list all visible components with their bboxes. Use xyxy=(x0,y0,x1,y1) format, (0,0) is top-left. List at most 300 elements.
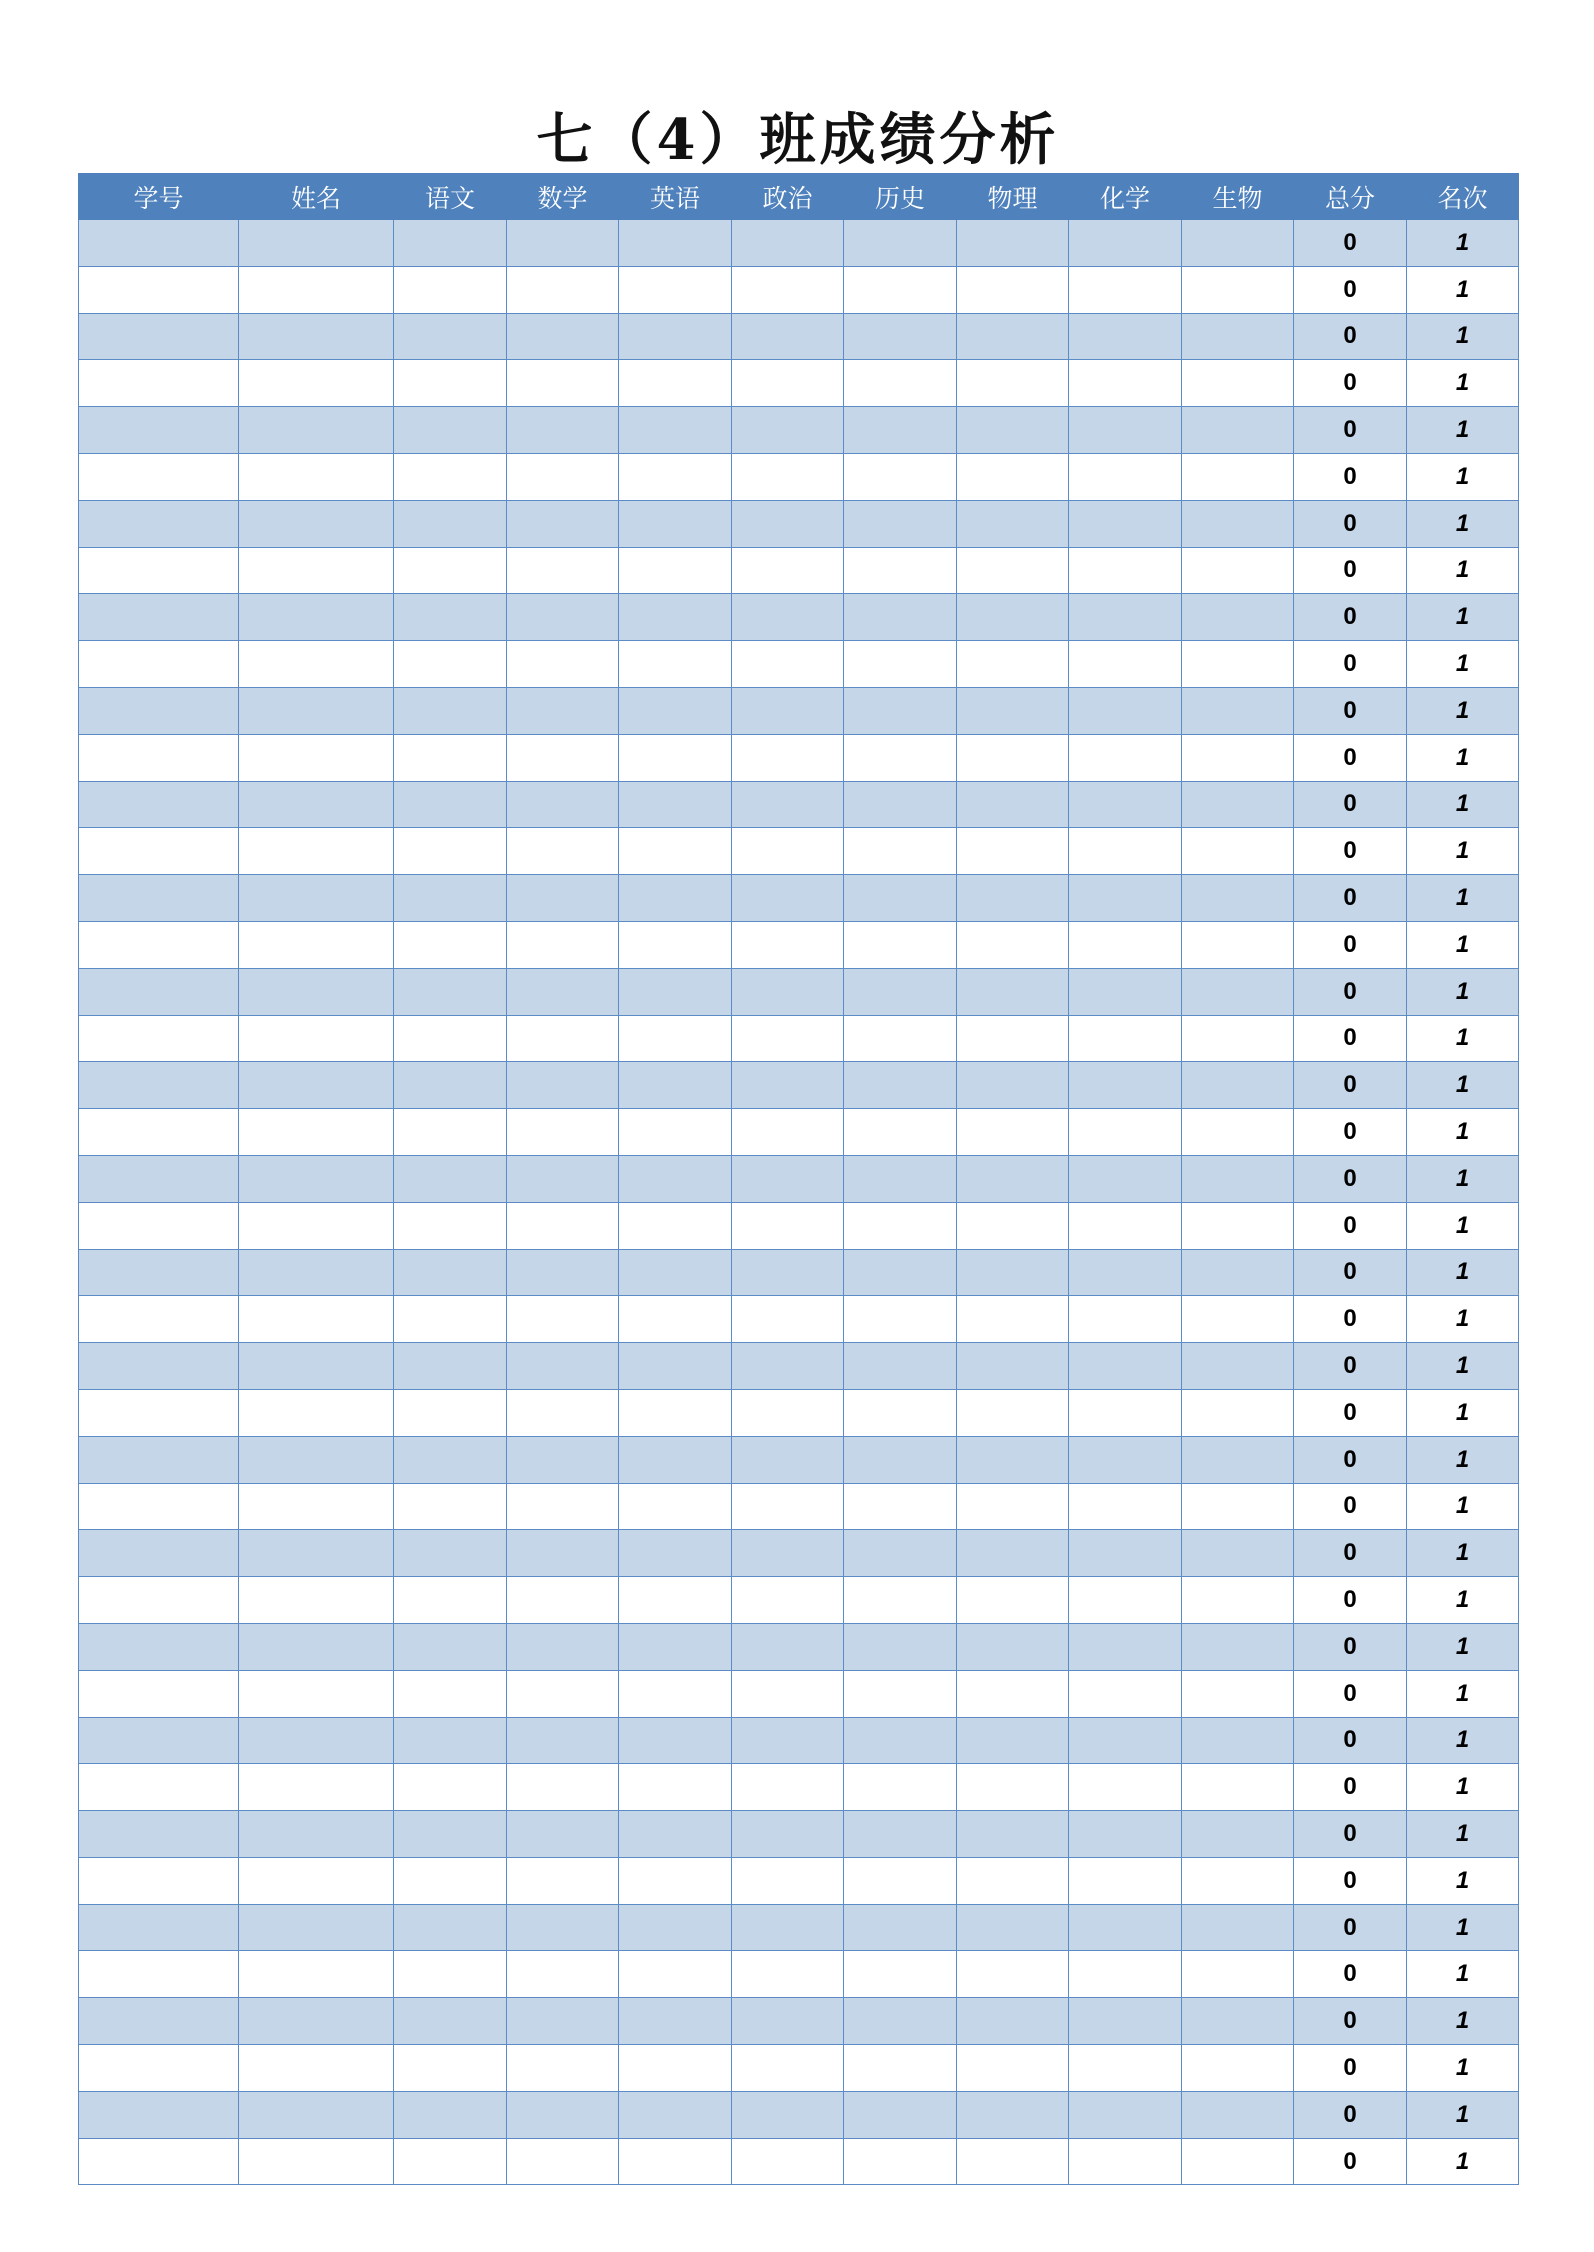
english-cell[interactable] xyxy=(619,1202,732,1249)
student-id-cell[interactable] xyxy=(79,1202,239,1249)
english-cell[interactable] xyxy=(619,1717,732,1764)
chinese-cell[interactable] xyxy=(394,1951,507,1998)
total-cell[interactable]: 0 xyxy=(1294,2138,1407,2185)
biology-cell[interactable] xyxy=(1182,313,1294,360)
chemistry-cell[interactable] xyxy=(1069,781,1182,828)
rank-cell[interactable]: 1 xyxy=(1407,1998,1519,2045)
history-cell[interactable] xyxy=(844,1389,957,1436)
name-cell[interactable] xyxy=(239,500,394,547)
math-cell[interactable] xyxy=(507,1857,619,1904)
politics-cell[interactable] xyxy=(732,407,844,454)
student-id-cell[interactable] xyxy=(79,1155,239,1202)
politics-cell[interactable] xyxy=(732,1389,844,1436)
math-cell[interactable] xyxy=(507,1764,619,1811)
physics-cell[interactable] xyxy=(957,360,1069,407)
history-cell[interactable] xyxy=(844,1857,957,1904)
student-id-cell[interactable] xyxy=(79,1857,239,1904)
physics-cell[interactable] xyxy=(957,1389,1069,1436)
total-cell[interactable]: 0 xyxy=(1294,1296,1407,1343)
history-cell[interactable] xyxy=(844,781,957,828)
chinese-cell[interactable] xyxy=(394,1811,507,1858)
math-cell[interactable] xyxy=(507,2045,619,2092)
name-cell[interactable] xyxy=(239,1249,394,1296)
history-cell[interactable] xyxy=(844,1249,957,1296)
student-id-cell[interactable] xyxy=(79,266,239,313)
rank-cell[interactable]: 1 xyxy=(1407,1483,1519,1530)
math-cell[interactable] xyxy=(507,1904,619,1951)
chinese-cell[interactable] xyxy=(394,921,507,968)
math-cell[interactable] xyxy=(507,1343,619,1390)
chemistry-cell[interactable] xyxy=(1069,1343,1182,1390)
math-cell[interactable] xyxy=(507,2138,619,2185)
politics-cell[interactable] xyxy=(732,1296,844,1343)
english-cell[interactable] xyxy=(619,1062,732,1109)
name-cell[interactable] xyxy=(239,1155,394,1202)
physics-cell[interactable] xyxy=(957,2045,1069,2092)
math-cell[interactable] xyxy=(507,1998,619,2045)
total-cell[interactable]: 0 xyxy=(1294,2091,1407,2138)
student-id-cell[interactable] xyxy=(79,2091,239,2138)
chinese-cell[interactable] xyxy=(394,1577,507,1624)
english-cell[interactable] xyxy=(619,1998,732,2045)
chemistry-cell[interactable] xyxy=(1069,828,1182,875)
rank-cell[interactable]: 1 xyxy=(1407,734,1519,781)
english-cell[interactable] xyxy=(619,407,732,454)
physics-cell[interactable] xyxy=(957,1904,1069,1951)
math-cell[interactable] xyxy=(507,1062,619,1109)
physics-cell[interactable] xyxy=(957,641,1069,688)
physics-cell[interactable] xyxy=(957,1436,1069,1483)
chinese-cell[interactable] xyxy=(394,1343,507,1390)
physics-cell[interactable] xyxy=(957,594,1069,641)
student-id-cell[interactable] xyxy=(79,968,239,1015)
biology-cell[interactable] xyxy=(1182,594,1294,641)
physics-cell[interactable] xyxy=(957,266,1069,313)
rank-cell[interactable]: 1 xyxy=(1407,1296,1519,1343)
chemistry-cell[interactable] xyxy=(1069,500,1182,547)
biology-cell[interactable] xyxy=(1182,1155,1294,1202)
chinese-cell[interactable] xyxy=(394,1202,507,1249)
rank-cell[interactable]: 1 xyxy=(1407,1015,1519,1062)
physics-cell[interactable] xyxy=(957,1296,1069,1343)
biology-cell[interactable] xyxy=(1182,781,1294,828)
biology-cell[interactable] xyxy=(1182,828,1294,875)
total-cell[interactable]: 0 xyxy=(1294,1998,1407,2045)
chinese-cell[interactable] xyxy=(394,547,507,594)
total-cell[interactable]: 0 xyxy=(1294,1436,1407,1483)
physics-cell[interactable] xyxy=(957,687,1069,734)
total-cell[interactable]: 0 xyxy=(1294,1530,1407,1577)
rank-cell[interactable]: 1 xyxy=(1407,1062,1519,1109)
rank-cell[interactable]: 1 xyxy=(1407,1670,1519,1717)
politics-cell[interactable] xyxy=(732,1062,844,1109)
total-cell[interactable]: 0 xyxy=(1294,1062,1407,1109)
student-id-cell[interactable] xyxy=(79,734,239,781)
biology-cell[interactable] xyxy=(1182,1670,1294,1717)
physics-cell[interactable] xyxy=(957,1249,1069,1296)
politics-cell[interactable] xyxy=(732,1811,844,1858)
chinese-cell[interactable] xyxy=(394,1062,507,1109)
chemistry-cell[interactable] xyxy=(1069,1062,1182,1109)
biology-cell[interactable] xyxy=(1182,407,1294,454)
biology-cell[interactable] xyxy=(1182,1530,1294,1577)
rank-cell[interactable]: 1 xyxy=(1407,1389,1519,1436)
chinese-cell[interactable] xyxy=(394,1670,507,1717)
history-cell[interactable] xyxy=(844,1904,957,1951)
history-cell[interactable] xyxy=(844,1296,957,1343)
rank-cell[interactable]: 1 xyxy=(1407,1857,1519,1904)
politics-cell[interactable] xyxy=(732,1015,844,1062)
chinese-cell[interactable] xyxy=(394,734,507,781)
rank-cell[interactable]: 1 xyxy=(1407,360,1519,407)
politics-cell[interactable] xyxy=(732,453,844,500)
name-cell[interactable] xyxy=(239,687,394,734)
chinese-cell[interactable] xyxy=(394,1764,507,1811)
history-cell[interactable] xyxy=(844,1530,957,1577)
history-cell[interactable] xyxy=(844,1577,957,1624)
name-cell[interactable] xyxy=(239,921,394,968)
biology-cell[interactable] xyxy=(1182,1389,1294,1436)
rank-cell[interactable]: 1 xyxy=(1407,2091,1519,2138)
history-cell[interactable] xyxy=(844,1015,957,1062)
physics-cell[interactable] xyxy=(957,1623,1069,1670)
biology-cell[interactable] xyxy=(1182,1904,1294,1951)
math-cell[interactable] xyxy=(507,594,619,641)
student-id-cell[interactable] xyxy=(79,1951,239,1998)
rank-cell[interactable]: 1 xyxy=(1407,1623,1519,1670)
name-cell[interactable] xyxy=(239,1577,394,1624)
politics-cell[interactable] xyxy=(732,1249,844,1296)
history-cell[interactable] xyxy=(844,1623,957,1670)
math-cell[interactable] xyxy=(507,1717,619,1764)
history-cell[interactable] xyxy=(844,875,957,922)
student-id-cell[interactable] xyxy=(79,1483,239,1530)
chemistry-cell[interactable] xyxy=(1069,1670,1182,1717)
rank-cell[interactable]: 1 xyxy=(1407,1343,1519,1390)
student-id-cell[interactable] xyxy=(79,1904,239,1951)
name-cell[interactable] xyxy=(239,1202,394,1249)
math-cell[interactable] xyxy=(507,1530,619,1577)
biology-cell[interactable] xyxy=(1182,1623,1294,1670)
math-cell[interactable] xyxy=(507,734,619,781)
biology-cell[interactable] xyxy=(1182,266,1294,313)
history-cell[interactable] xyxy=(844,407,957,454)
history-cell[interactable] xyxy=(844,360,957,407)
total-cell[interactable]: 0 xyxy=(1294,687,1407,734)
student-id-cell[interactable] xyxy=(79,1530,239,1577)
chemistry-cell[interactable] xyxy=(1069,734,1182,781)
chemistry-cell[interactable] xyxy=(1069,1857,1182,1904)
math-cell[interactable] xyxy=(507,500,619,547)
name-cell[interactable] xyxy=(239,266,394,313)
total-cell[interactable]: 0 xyxy=(1294,1483,1407,1530)
biology-cell[interactable] xyxy=(1182,1296,1294,1343)
rank-cell[interactable]: 1 xyxy=(1407,1530,1519,1577)
chemistry-cell[interactable] xyxy=(1069,921,1182,968)
biology-cell[interactable] xyxy=(1182,1483,1294,1530)
history-cell[interactable] xyxy=(844,500,957,547)
rank-cell[interactable]: 1 xyxy=(1407,1436,1519,1483)
student-id-cell[interactable] xyxy=(79,1296,239,1343)
history-cell[interactable] xyxy=(844,921,957,968)
name-cell[interactable] xyxy=(239,313,394,360)
name-cell[interactable] xyxy=(239,1951,394,1998)
chinese-cell[interactable] xyxy=(394,781,507,828)
english-cell[interactable] xyxy=(619,1951,732,1998)
math-cell[interactable] xyxy=(507,360,619,407)
student-id-cell[interactable] xyxy=(79,921,239,968)
student-id-cell[interactable] xyxy=(79,2045,239,2092)
name-cell[interactable] xyxy=(239,1764,394,1811)
biology-cell[interactable] xyxy=(1182,1811,1294,1858)
politics-cell[interactable] xyxy=(732,1998,844,2045)
english-cell[interactable] xyxy=(619,2045,732,2092)
biology-cell[interactable] xyxy=(1182,1109,1294,1156)
student-id-cell[interactable] xyxy=(79,1389,239,1436)
english-cell[interactable] xyxy=(619,1483,732,1530)
rank-cell[interactable]: 1 xyxy=(1407,2045,1519,2092)
chemistry-cell[interactable] xyxy=(1069,1764,1182,1811)
math-cell[interactable] xyxy=(507,313,619,360)
chemistry-cell[interactable] xyxy=(1069,1623,1182,1670)
english-cell[interactable] xyxy=(619,1530,732,1577)
history-cell[interactable] xyxy=(844,968,957,1015)
history-cell[interactable] xyxy=(844,2091,957,2138)
politics-cell[interactable] xyxy=(732,875,844,922)
physics-cell[interactable] xyxy=(957,1811,1069,1858)
math-cell[interactable] xyxy=(507,1249,619,1296)
politics-cell[interactable] xyxy=(732,1623,844,1670)
math-cell[interactable] xyxy=(507,2091,619,2138)
chemistry-cell[interactable] xyxy=(1069,407,1182,454)
biology-cell[interactable] xyxy=(1182,875,1294,922)
physics-cell[interactable] xyxy=(957,453,1069,500)
politics-cell[interactable] xyxy=(732,1343,844,1390)
math-cell[interactable] xyxy=(507,875,619,922)
physics-cell[interactable] xyxy=(957,1202,1069,1249)
chemistry-cell[interactable] xyxy=(1069,2045,1182,2092)
total-cell[interactable]: 0 xyxy=(1294,1109,1407,1156)
student-id-cell[interactable] xyxy=(79,781,239,828)
politics-cell[interactable] xyxy=(732,828,844,875)
english-cell[interactable] xyxy=(619,1436,732,1483)
history-cell[interactable] xyxy=(844,1998,957,2045)
english-cell[interactable] xyxy=(619,781,732,828)
english-cell[interactable] xyxy=(619,875,732,922)
chinese-cell[interactable] xyxy=(394,1857,507,1904)
rank-cell[interactable]: 1 xyxy=(1407,1249,1519,1296)
chinese-cell[interactable] xyxy=(394,968,507,1015)
name-cell[interactable] xyxy=(239,1998,394,2045)
chemistry-cell[interactable] xyxy=(1069,1951,1182,1998)
chemistry-cell[interactable] xyxy=(1069,453,1182,500)
chemistry-cell[interactable] xyxy=(1069,1483,1182,1530)
rank-cell[interactable]: 1 xyxy=(1407,1577,1519,1624)
politics-cell[interactable] xyxy=(732,921,844,968)
chemistry-cell[interactable] xyxy=(1069,1904,1182,1951)
name-cell[interactable] xyxy=(239,2138,394,2185)
chinese-cell[interactable] xyxy=(394,1530,507,1577)
physics-cell[interactable] xyxy=(957,1717,1069,1764)
name-cell[interactable] xyxy=(239,2091,394,2138)
math-cell[interactable] xyxy=(507,1202,619,1249)
math-cell[interactable] xyxy=(507,1483,619,1530)
history-cell[interactable] xyxy=(844,734,957,781)
total-cell[interactable]: 0 xyxy=(1294,1951,1407,1998)
english-cell[interactable] xyxy=(619,2091,732,2138)
history-cell[interactable] xyxy=(844,687,957,734)
english-cell[interactable] xyxy=(619,968,732,1015)
total-cell[interactable]: 0 xyxy=(1294,1857,1407,1904)
name-cell[interactable] xyxy=(239,1483,394,1530)
english-cell[interactable] xyxy=(619,594,732,641)
english-cell[interactable] xyxy=(619,641,732,688)
total-cell[interactable]: 0 xyxy=(1294,1202,1407,1249)
student-id-cell[interactable] xyxy=(79,1062,239,1109)
politics-cell[interactable] xyxy=(732,687,844,734)
chinese-cell[interactable] xyxy=(394,360,507,407)
politics-cell[interactable] xyxy=(732,641,844,688)
student-id-cell[interactable] xyxy=(79,687,239,734)
english-cell[interactable] xyxy=(619,921,732,968)
english-cell[interactable] xyxy=(619,828,732,875)
math-cell[interactable] xyxy=(507,1155,619,1202)
chemistry-cell[interactable] xyxy=(1069,1202,1182,1249)
history-cell[interactable] xyxy=(844,453,957,500)
math-cell[interactable] xyxy=(507,1296,619,1343)
chinese-cell[interactable] xyxy=(394,1436,507,1483)
biology-cell[interactable] xyxy=(1182,1015,1294,1062)
total-cell[interactable]: 0 xyxy=(1294,1155,1407,1202)
total-cell[interactable]: 0 xyxy=(1294,1717,1407,1764)
biology-cell[interactable] xyxy=(1182,734,1294,781)
physics-cell[interactable] xyxy=(957,2138,1069,2185)
total-cell[interactable]: 0 xyxy=(1294,1343,1407,1390)
total-cell[interactable]: 0 xyxy=(1294,266,1407,313)
physics-cell[interactable] xyxy=(957,828,1069,875)
total-cell[interactable]: 0 xyxy=(1294,500,1407,547)
biology-cell[interactable] xyxy=(1182,687,1294,734)
history-cell[interactable] xyxy=(844,2045,957,2092)
student-id-cell[interactable] xyxy=(79,594,239,641)
name-cell[interactable] xyxy=(239,1436,394,1483)
english-cell[interactable] xyxy=(619,687,732,734)
english-cell[interactable] xyxy=(619,734,732,781)
history-cell[interactable] xyxy=(844,641,957,688)
total-cell[interactable]: 0 xyxy=(1294,407,1407,454)
english-cell[interactable] xyxy=(619,1389,732,1436)
rank-cell[interactable]: 1 xyxy=(1407,266,1519,313)
rank-cell[interactable]: 1 xyxy=(1407,828,1519,875)
chinese-cell[interactable] xyxy=(394,1998,507,2045)
politics-cell[interactable] xyxy=(732,1577,844,1624)
name-cell[interactable] xyxy=(239,1343,394,1390)
biology-cell[interactable] xyxy=(1182,921,1294,968)
politics-cell[interactable] xyxy=(732,1109,844,1156)
rank-cell[interactable]: 1 xyxy=(1407,1811,1519,1858)
physics-cell[interactable] xyxy=(957,547,1069,594)
total-cell[interactable]: 0 xyxy=(1294,1670,1407,1717)
total-cell[interactable]: 0 xyxy=(1294,828,1407,875)
politics-cell[interactable] xyxy=(732,1904,844,1951)
chinese-cell[interactable] xyxy=(394,2045,507,2092)
total-cell[interactable]: 0 xyxy=(1294,453,1407,500)
rank-cell[interactable]: 1 xyxy=(1407,1951,1519,1998)
biology-cell[interactable] xyxy=(1182,1764,1294,1811)
name-cell[interactable] xyxy=(239,1670,394,1717)
total-cell[interactable]: 0 xyxy=(1294,1764,1407,1811)
student-id-cell[interactable] xyxy=(79,1436,239,1483)
total-cell[interactable]: 0 xyxy=(1294,1811,1407,1858)
chinese-cell[interactable] xyxy=(394,453,507,500)
history-cell[interactable] xyxy=(844,1343,957,1390)
biology-cell[interactable] xyxy=(1182,1062,1294,1109)
chemistry-cell[interactable] xyxy=(1069,313,1182,360)
student-id-cell[interactable] xyxy=(79,2138,239,2185)
physics-cell[interactable] xyxy=(957,1857,1069,1904)
chinese-cell[interactable] xyxy=(394,313,507,360)
rank-cell[interactable]: 1 xyxy=(1407,641,1519,688)
student-id-cell[interactable] xyxy=(79,1717,239,1764)
total-cell[interactable]: 0 xyxy=(1294,220,1407,267)
physics-cell[interactable] xyxy=(957,1483,1069,1530)
rank-cell[interactable]: 1 xyxy=(1407,687,1519,734)
politics-cell[interactable] xyxy=(732,781,844,828)
student-id-cell[interactable] xyxy=(79,1109,239,1156)
physics-cell[interactable] xyxy=(957,1764,1069,1811)
biology-cell[interactable] xyxy=(1182,968,1294,1015)
chinese-cell[interactable] xyxy=(394,1296,507,1343)
chemistry-cell[interactable] xyxy=(1069,1811,1182,1858)
chemistry-cell[interactable] xyxy=(1069,1717,1182,1764)
physics-cell[interactable] xyxy=(957,1155,1069,1202)
politics-cell[interactable] xyxy=(732,1483,844,1530)
name-cell[interactable] xyxy=(239,781,394,828)
history-cell[interactable] xyxy=(844,1155,957,1202)
history-cell[interactable] xyxy=(844,1436,957,1483)
chemistry-cell[interactable] xyxy=(1069,360,1182,407)
physics-cell[interactable] xyxy=(957,1343,1069,1390)
chemistry-cell[interactable] xyxy=(1069,1436,1182,1483)
physics-cell[interactable] xyxy=(957,220,1069,267)
chinese-cell[interactable] xyxy=(394,407,507,454)
biology-cell[interactable] xyxy=(1182,1249,1294,1296)
total-cell[interactable]: 0 xyxy=(1294,547,1407,594)
name-cell[interactable] xyxy=(239,1623,394,1670)
biology-cell[interactable] xyxy=(1182,500,1294,547)
physics-cell[interactable] xyxy=(957,968,1069,1015)
total-cell[interactable]: 0 xyxy=(1294,2045,1407,2092)
biology-cell[interactable] xyxy=(1182,1202,1294,1249)
rank-cell[interactable]: 1 xyxy=(1407,1202,1519,1249)
biology-cell[interactable] xyxy=(1182,1998,1294,2045)
chinese-cell[interactable] xyxy=(394,1015,507,1062)
politics-cell[interactable] xyxy=(732,1951,844,1998)
history-cell[interactable] xyxy=(844,1202,957,1249)
physics-cell[interactable] xyxy=(957,781,1069,828)
chinese-cell[interactable] xyxy=(394,687,507,734)
chemistry-cell[interactable] xyxy=(1069,1530,1182,1577)
student-id-cell[interactable] xyxy=(79,1811,239,1858)
physics-cell[interactable] xyxy=(957,407,1069,454)
physics-cell[interactable] xyxy=(957,313,1069,360)
math-cell[interactable] xyxy=(507,1623,619,1670)
chemistry-cell[interactable] xyxy=(1069,1577,1182,1624)
chemistry-cell[interactable] xyxy=(1069,1296,1182,1343)
english-cell[interactable] xyxy=(619,1904,732,1951)
chinese-cell[interactable] xyxy=(394,1717,507,1764)
chemistry-cell[interactable] xyxy=(1069,1109,1182,1156)
